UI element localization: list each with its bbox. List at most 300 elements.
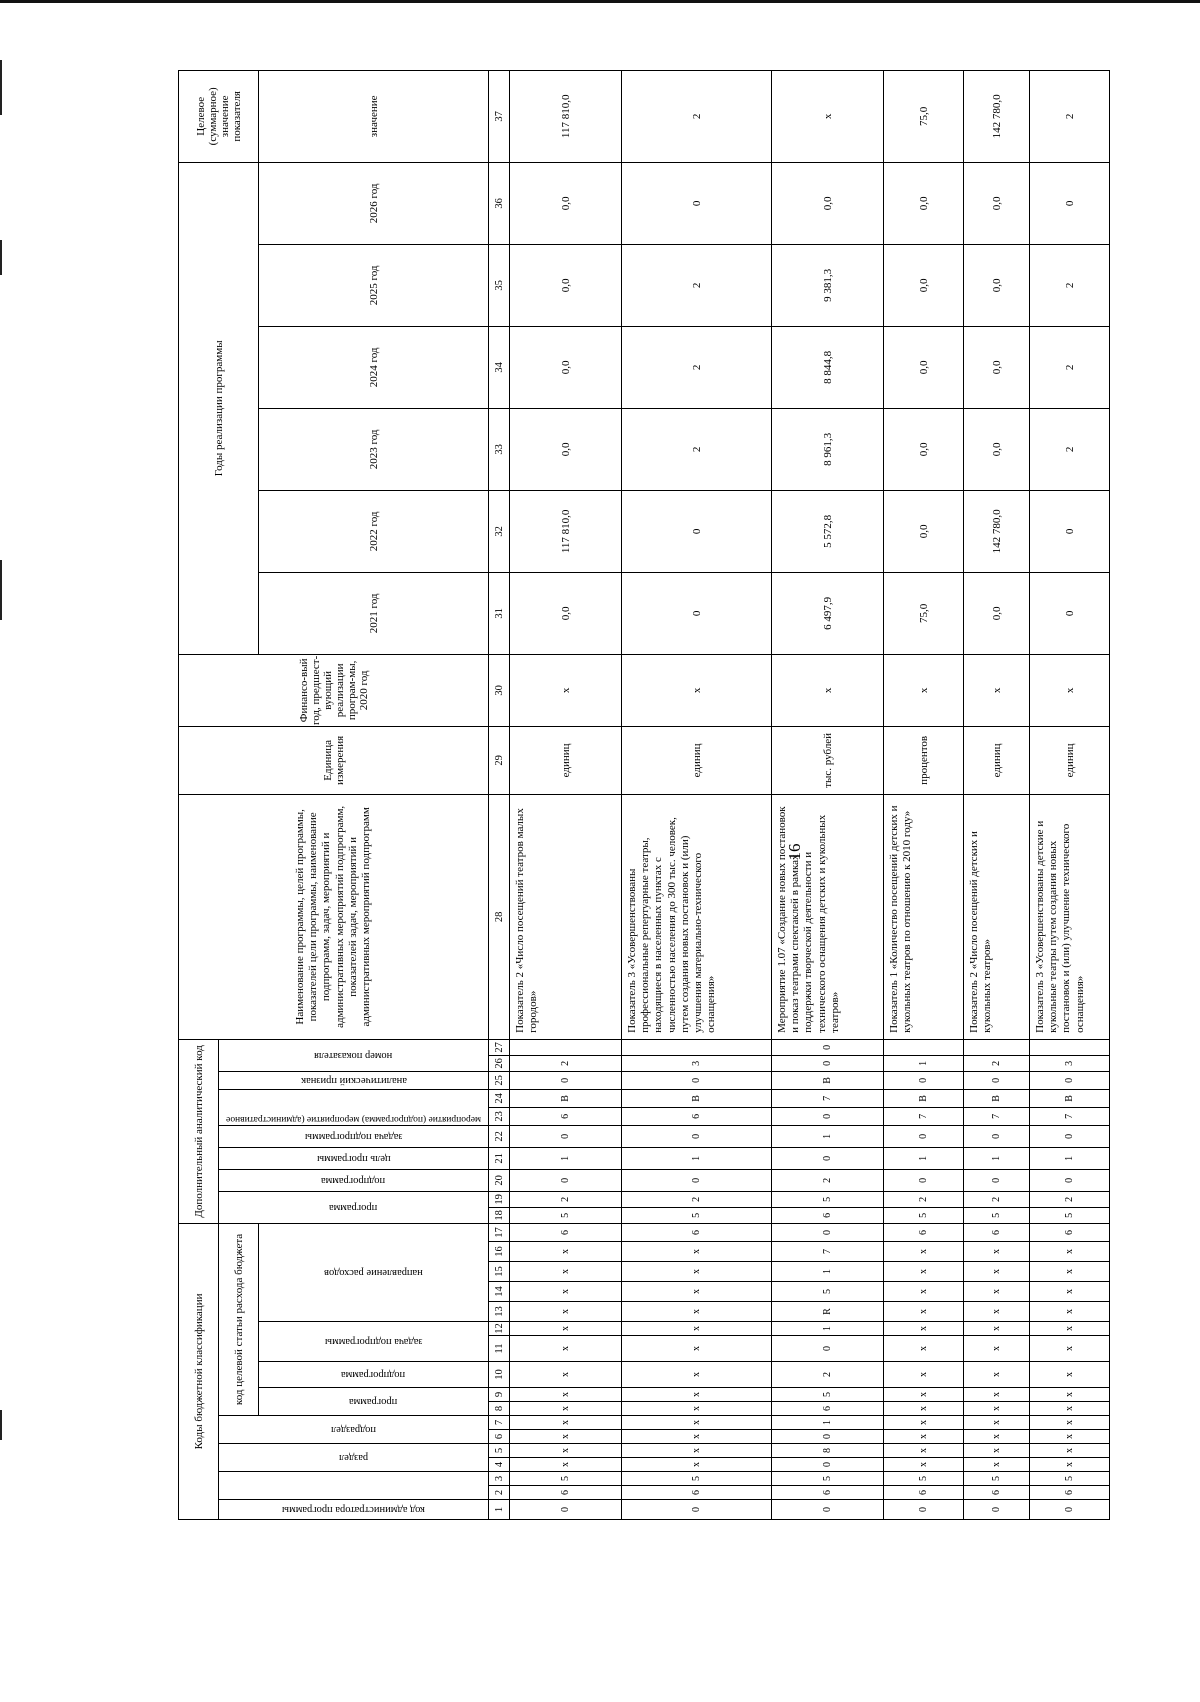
code-cell: 7 [772, 1242, 884, 1262]
code-cell: 6 [622, 1486, 772, 1500]
code-cell: 2 [1030, 1191, 1110, 1207]
code-cell: х [510, 1282, 622, 1302]
code-cell: В [510, 1089, 622, 1107]
row-year-value: 0,0 [510, 572, 622, 654]
page-number: 16 [785, 843, 804, 861]
column-number: 18 [489, 1207, 510, 1223]
code-cell: 5 [510, 1472, 622, 1486]
row-unit: единиц [510, 726, 622, 794]
column-number: 10 [489, 1362, 510, 1388]
code-cell: х [622, 1402, 772, 1416]
row-year-value: 0,0 [964, 408, 1030, 490]
row-prior-year: х [510, 654, 622, 726]
row-year-value: 0,0 [772, 162, 884, 244]
code-cell: х [884, 1336, 964, 1362]
code-cell: 0 [964, 1500, 1030, 1520]
header-year-2024: 2024 год [259, 326, 489, 408]
row-target: 2 [1030, 70, 1110, 162]
code-cell: 1 [772, 1125, 884, 1147]
row-year-value: 2 [1030, 244, 1110, 326]
column-number: 32 [489, 490, 510, 572]
row-year-value: 2 [622, 408, 772, 490]
code-cell: В [964, 1089, 1030, 1107]
column-number: 25 [489, 1071, 510, 1089]
code-cell: 1 [884, 1147, 964, 1169]
column-number: 30 [489, 654, 510, 726]
code-cell: х [884, 1262, 964, 1282]
code-cell: х [1030, 1430, 1110, 1444]
column-number: 15 [489, 1262, 510, 1282]
row-year-value: 0 [622, 572, 772, 654]
code-cell: 6 [884, 1223, 964, 1241]
row-year-value: 0,0 [964, 326, 1030, 408]
code-cell: х [964, 1388, 1030, 1402]
code-cell: х [1030, 1282, 1110, 1302]
code-cell: 0 [622, 1071, 772, 1089]
code-cell: 6 [622, 1107, 772, 1125]
code-cell: 0 [772, 1039, 884, 1055]
code-cell: 0 [510, 1169, 622, 1191]
header-subsection: подраздел [219, 1416, 489, 1444]
code-cell: 0 [964, 1125, 1030, 1147]
scan-edge-mark [0, 1410, 2, 1440]
row-year-value: 8 844,8 [772, 326, 884, 408]
code-cell: 1 [510, 1147, 622, 1169]
column-number: 20 [489, 1169, 510, 1191]
code-cell: х [964, 1302, 1030, 1322]
row-prior-year: х [964, 654, 1030, 726]
column-number: 2 [489, 1486, 510, 1500]
header-a-program: программа [219, 1191, 489, 1223]
code-cell: 0 [622, 1500, 772, 1520]
code-cell: х [884, 1388, 964, 1402]
column-number: 12 [489, 1322, 510, 1336]
row-prior-year: х [884, 654, 964, 726]
column-number: 28 [489, 794, 510, 1039]
row-year-value: 0 [622, 490, 772, 572]
code-cell: 0 [772, 1055, 884, 1071]
code-cell: 2 [510, 1191, 622, 1207]
code-cell: В [622, 1089, 772, 1107]
code-cell: х [964, 1402, 1030, 1416]
code-cell: х [964, 1336, 1030, 1362]
code-cell: х [884, 1302, 964, 1322]
column-number: 22 [489, 1125, 510, 1147]
row-year-value: 0,0 [884, 326, 964, 408]
header-indicator-number: номер показателя [219, 1039, 489, 1071]
column-number: 13 [489, 1302, 510, 1322]
header-prior-year: Финансо-вый год, предшест-вующий реализации програм-мы, 2020 год [179, 654, 489, 726]
code-cell: 0 [772, 1147, 884, 1169]
row-target: х [772, 70, 884, 162]
header-admin-spacer [219, 1472, 489, 1500]
row-year-value: 0,0 [884, 244, 964, 326]
code-cell: 0 [772, 1336, 884, 1362]
code-cell: х [964, 1458, 1030, 1472]
code-cell: х [622, 1388, 772, 1402]
row-year-value: 0 [1030, 572, 1110, 654]
code-cell: х [510, 1416, 622, 1430]
row-year-value: 6 497,9 [772, 572, 884, 654]
row-year-value: 0,0 [510, 162, 622, 244]
code-cell: х [622, 1282, 772, 1302]
table-row [1030, 70, 1110, 1519]
code-cell: х [884, 1416, 964, 1430]
header-year-2022: 2022 год [259, 490, 489, 572]
code-cell: х [884, 1242, 964, 1262]
code-cell: 3 [622, 1055, 772, 1071]
code-cell: 5 [772, 1282, 884, 1302]
code-cell: 5 [622, 1207, 772, 1223]
header-expense-direction: направление расходов [259, 1223, 489, 1321]
row-year-value: 117 810,0 [510, 490, 622, 572]
column-number: 21 [489, 1147, 510, 1169]
code-cell: 6 [510, 1107, 622, 1125]
code-cell: 7 [964, 1107, 1030, 1125]
code-cell: х [884, 1444, 964, 1458]
row-name: Показатель 1 «Количество посещений детских и кукольных театров по отношению к 2010 году» [884, 794, 964, 1039]
row-year-value: 9 381,3 [772, 244, 884, 326]
top-border-line [0, 0, 1200, 3]
code-cell: х [510, 1430, 622, 1444]
scan-edge-mark [0, 240, 2, 275]
table-row [884, 70, 964, 1519]
header-name: Наименование программы, целей программы, показателей цели программы, наименование подпрограмм, задач, мероприятий и административных мероприятий подпрограмм, показателей задач, мероприятий и административных мероприятий подпрограмм [179, 794, 489, 1039]
code-cell: 8 [772, 1444, 884, 1458]
code-cell: 0 [884, 1071, 964, 1089]
row-year-value: 0,0 [510, 326, 622, 408]
table-row [772, 70, 884, 1519]
code-cell: 5 [1030, 1472, 1110, 1486]
header-program-goal: цель программы [219, 1147, 489, 1169]
row-year-value: 2 [1030, 326, 1110, 408]
column-number: 29 [489, 726, 510, 794]
code-cell: 6 [622, 1223, 772, 1241]
code-cell: х [510, 1444, 622, 1458]
code-cell: х [510, 1402, 622, 1416]
code-cell: 5 [772, 1472, 884, 1486]
code-cell: х [622, 1362, 772, 1388]
code-cell: В [1030, 1089, 1110, 1107]
column-number: 9 [489, 1388, 510, 1402]
header-subprogram: подпрограмма [259, 1362, 489, 1388]
code-cell: 0 [884, 1169, 964, 1191]
column-number: 8 [489, 1402, 510, 1416]
header-activity: мероприятие (подпрограмма) мероприятие (административное [219, 1089, 489, 1125]
code-cell: х [622, 1336, 772, 1362]
header-section: раздел [219, 1444, 489, 1472]
row-prior-year: х [1030, 654, 1110, 726]
code-cell: х [510, 1336, 622, 1362]
row-year-value: 0,0 [884, 408, 964, 490]
code-cell: 5 [1030, 1207, 1110, 1223]
header-cost-item-code: код целевой статьи расхода бюджета [219, 1223, 259, 1415]
code-cell: 6 [884, 1486, 964, 1500]
row-year-value: 0,0 [964, 162, 1030, 244]
code-cell: х [510, 1322, 622, 1336]
code-cell: 0 [1030, 1071, 1110, 1089]
header-budget-codes: Коды бюджетной классификации [179, 1223, 219, 1519]
column-number: 1 [489, 1500, 510, 1520]
code-cell: х [884, 1362, 964, 1388]
code-cell: 1 [622, 1147, 772, 1169]
row-unit: процентов [884, 726, 964, 794]
row-unit: единиц [622, 726, 772, 794]
code-cell: х [884, 1402, 964, 1416]
code-cell: 0 [772, 1430, 884, 1444]
code-cell: 0 [510, 1500, 622, 1520]
row-year-value: 2 [622, 326, 772, 408]
code-cell: 5 [964, 1472, 1030, 1486]
row-year-value: 0,0 [510, 408, 622, 490]
code-cell: х [510, 1262, 622, 1282]
code-cell: 2 [964, 1191, 1030, 1207]
row-name: Показатель 3 «Усовершенствованы профессиональные репертуарные театры, находящиеся в населенных пунктах с численностью населения до 300 тыс. человек, путем создания новых постановок и (или) улучшения материально-технического оснащения» [622, 794, 772, 1039]
code-cell: х [1030, 1362, 1110, 1388]
scan-edge-mark [0, 60, 2, 115]
code-cell [964, 1039, 1030, 1055]
code-cell: 5 [772, 1191, 884, 1207]
code-cell: х [1030, 1444, 1110, 1458]
code-cell: 5 [622, 1472, 772, 1486]
header-target-value: значение [259, 70, 489, 162]
row-year-value: 0,0 [510, 244, 622, 326]
code-cell: х [1030, 1242, 1110, 1262]
code-cell: х [622, 1322, 772, 1336]
header-target: Целевое (суммарное) значение показателя [179, 70, 259, 162]
code-cell: 0 [964, 1169, 1030, 1191]
code-cell: 5 [884, 1472, 964, 1486]
header-year-2026: 2026 год [259, 162, 489, 244]
row-year-value: 2 [1030, 408, 1110, 490]
code-cell: 5 [884, 1207, 964, 1223]
code-cell: х [1030, 1336, 1110, 1362]
code-cell: 0 [622, 1125, 772, 1147]
row-year-value: 0,0 [964, 572, 1030, 654]
column-number: 37 [489, 70, 510, 162]
row-year-value: 142 780,0 [964, 490, 1030, 572]
header-program: программа [259, 1388, 489, 1416]
code-cell: R [772, 1302, 884, 1322]
header-year-2025: 2025 год [259, 244, 489, 326]
code-cell: х [622, 1430, 772, 1444]
header-year-2023: 2023 год [259, 408, 489, 490]
code-cell: 5 [510, 1207, 622, 1223]
code-cell: 0 [1030, 1500, 1110, 1520]
row-year-value: 0,0 [884, 162, 964, 244]
code-cell: х [622, 1262, 772, 1282]
row-prior-year: х [772, 654, 884, 726]
column-number: 19 [489, 1191, 510, 1207]
code-cell: х [622, 1302, 772, 1322]
header-admin-code: код администратора программы [219, 1500, 489, 1520]
code-cell: х [1030, 1302, 1110, 1322]
row-year-value: 0 [622, 162, 772, 244]
code-cell: 0 [510, 1125, 622, 1147]
code-cell: 0 [510, 1071, 622, 1089]
column-number: 3 [489, 1472, 510, 1486]
column-number: 34 [489, 326, 510, 408]
code-cell: 5 [772, 1388, 884, 1402]
code-cell: 5 [964, 1207, 1030, 1223]
table-row [622, 70, 772, 1519]
code-cell: х [1030, 1388, 1110, 1402]
header-subprogram-task: задача подпрограммы [259, 1322, 489, 1362]
row-target: 75,0 [884, 70, 964, 162]
code-cell: х [1030, 1402, 1110, 1416]
row-name: Показатель 2 «Число посещений детских и кукольных театров» [964, 794, 1030, 1039]
row-target: 2 [622, 70, 772, 162]
column-number: 31 [489, 572, 510, 654]
code-cell: 6 [510, 1486, 622, 1500]
code-cell: х [884, 1430, 964, 1444]
header-a-subprogram-task: задача подпрограммы [219, 1125, 489, 1147]
code-cell: 2 [510, 1055, 622, 1071]
code-cell: х [622, 1444, 772, 1458]
code-cell: х [964, 1282, 1030, 1302]
row-year-value: 5 572,8 [772, 490, 884, 572]
code-cell: 1 [772, 1416, 884, 1430]
code-cell: х [622, 1458, 772, 1472]
code-cell: 6 [510, 1223, 622, 1241]
code-cell: В [772, 1071, 884, 1089]
code-cell: х [964, 1416, 1030, 1430]
header-years: Годы реализации программы [179, 162, 259, 654]
header-additional-code: Дополнительный аналитический код [179, 1039, 219, 1223]
code-cell: 1 [964, 1147, 1030, 1169]
column-number: 27 [489, 1039, 510, 1055]
rotated-table-sheet [178, 87, 1086, 1520]
code-cell: 0 [884, 1125, 964, 1147]
code-cell: х [964, 1430, 1030, 1444]
code-cell: 1 [772, 1262, 884, 1282]
budget-program-table [178, 70, 1110, 1520]
column-number: 14 [489, 1282, 510, 1302]
header-a-subprogram: подпрограмма [219, 1169, 489, 1191]
row-year-value: 8 961,3 [772, 408, 884, 490]
code-cell: 0 [772, 1107, 884, 1125]
code-cell: х [510, 1242, 622, 1262]
code-cell: 1 [1030, 1147, 1110, 1169]
code-cell: 6 [772, 1207, 884, 1223]
row-year-value: 0,0 [884, 490, 964, 572]
code-cell: х [622, 1242, 772, 1262]
code-cell: х [510, 1388, 622, 1402]
row-target: 142 780,0 [964, 70, 1030, 162]
row-prior-year: х [622, 654, 772, 726]
code-cell: 6 [1030, 1223, 1110, 1241]
code-cell: 7 [772, 1089, 884, 1107]
row-unit: тыс. рублей [772, 726, 884, 794]
code-cell: 6 [772, 1402, 884, 1416]
row-year-value: 0,0 [964, 244, 1030, 326]
code-cell: х [1030, 1458, 1110, 1472]
code-cell: 0 [772, 1458, 884, 1472]
code-cell: х [1030, 1262, 1110, 1282]
column-number: 6 [489, 1430, 510, 1444]
code-cell [510, 1039, 622, 1055]
code-cell: 0 [1030, 1125, 1110, 1147]
scan-edge-mark [0, 560, 2, 620]
header-unit: Единица измерения [179, 726, 489, 794]
code-cell: х [884, 1458, 964, 1472]
code-cell: х [964, 1444, 1030, 1458]
code-cell: 1 [772, 1322, 884, 1336]
column-number: 36 [489, 162, 510, 244]
row-unit: единиц [1030, 726, 1110, 794]
row-year-value: 2 [622, 244, 772, 326]
header-year-2021: 2021 год [259, 572, 489, 654]
code-cell: х [964, 1262, 1030, 1282]
row-year-value: 0 [1030, 162, 1110, 244]
code-cell: 2 [772, 1362, 884, 1388]
code-cell: х [622, 1416, 772, 1430]
code-cell: 6 [964, 1486, 1030, 1500]
code-cell: х [510, 1458, 622, 1472]
column-number: 4 [489, 1458, 510, 1472]
code-cell: 2 [884, 1191, 964, 1207]
column-number: 16 [489, 1242, 510, 1262]
code-cell: 1 [884, 1055, 964, 1071]
column-number: 23 [489, 1107, 510, 1125]
code-cell: 0 [772, 1223, 884, 1241]
row-target: 117 810,0 [510, 70, 622, 162]
row-year-value: 0 [1030, 490, 1110, 572]
code-cell [1030, 1039, 1110, 1055]
code-cell: 0 [884, 1500, 964, 1520]
code-cell [622, 1039, 772, 1055]
code-cell: 7 [884, 1107, 964, 1125]
code-cell: 0 [1030, 1169, 1110, 1191]
column-number-row [489, 70, 510, 1519]
column-number: 35 [489, 244, 510, 326]
code-cell: 3 [1030, 1055, 1110, 1071]
code-cell: В [884, 1089, 964, 1107]
column-number: 33 [489, 408, 510, 490]
code-cell: х [1030, 1322, 1110, 1336]
column-number: 7 [489, 1416, 510, 1430]
code-cell: х [510, 1302, 622, 1322]
code-cell: х [884, 1282, 964, 1302]
row-year-value: 75,0 [884, 572, 964, 654]
code-cell: 2 [964, 1055, 1030, 1071]
table-row [510, 70, 622, 1519]
code-cell: х [964, 1322, 1030, 1336]
code-cell: 2 [622, 1191, 772, 1207]
code-cell: х [964, 1362, 1030, 1388]
code-cell: х [510, 1362, 622, 1388]
code-cell: 2 [772, 1169, 884, 1191]
code-cell: 6 [1030, 1486, 1110, 1500]
code-cell: 0 [622, 1169, 772, 1191]
column-number: 17 [489, 1223, 510, 1241]
code-cell: 0 [772, 1500, 884, 1520]
code-cell: 0 [964, 1071, 1030, 1089]
row-name: Мероприятие 1.07 «Создание новых постановок и показ театрами спектаклей в рамках поддержки творческой деятельности и технического оснащения детских и кукольных театров» [772, 794, 884, 1039]
code-cell: 6 [964, 1223, 1030, 1241]
column-number: 5 [489, 1444, 510, 1458]
code-cell: х [964, 1242, 1030, 1262]
row-name: Показатель 2 «Число посещений театров малых городов» [510, 794, 622, 1039]
code-cell: 7 [1030, 1107, 1110, 1125]
code-cell: 6 [772, 1486, 884, 1500]
row-unit: единиц [964, 726, 1030, 794]
column-number: 24 [489, 1089, 510, 1107]
code-cell [884, 1039, 964, 1055]
row-name: Показатель 3 «Усовершенствованы детские и кукольные театры путем создания новых постановок и (или) улучшение технического оснащения» [1030, 794, 1110, 1039]
table-row [964, 70, 1030, 1519]
column-number: 11 [489, 1336, 510, 1362]
